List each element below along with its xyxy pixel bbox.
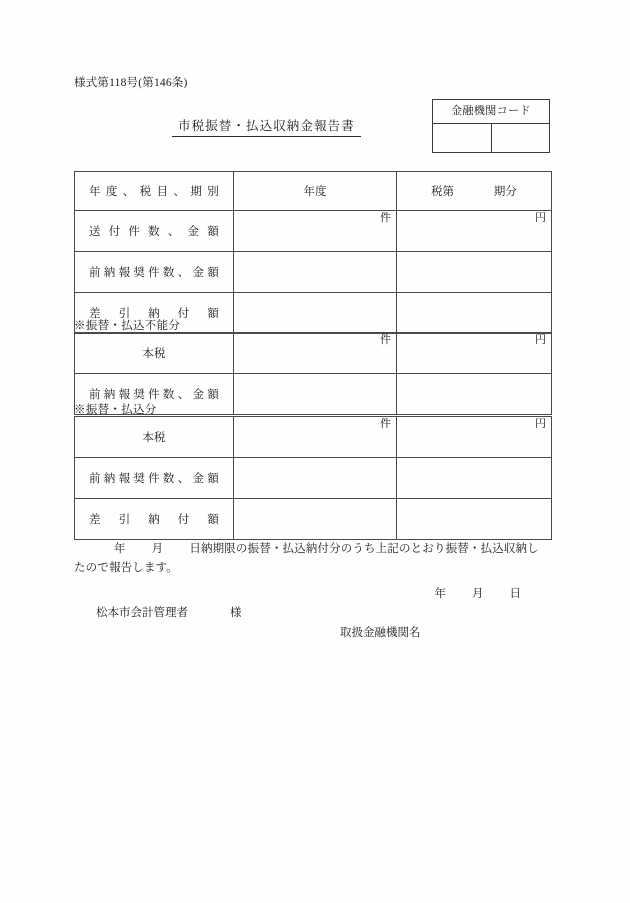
section-caption-paid: ※振替・払込分 <box>74 404 157 416</box>
addressee-honorific: 様 <box>230 607 242 619</box>
unit-ken-icon: 件 <box>380 212 391 224</box>
unit-ken-icon: 件 <box>380 334 391 346</box>
table-row <box>75 417 552 458</box>
cell-unpayable-prepay-count[interactable] <box>234 374 397 415</box>
label-tax-number-prefix: 税第 <box>431 186 455 198</box>
table-row <box>75 333 552 374</box>
form-number: 様式第118号(第146条) <box>74 77 188 89</box>
cell-label-sent-count-amount <box>75 211 234 252</box>
cell-paid-principal-amount[interactable] <box>397 417 552 458</box>
cell-prepay-reward-count[interactable] <box>234 252 397 293</box>
table-row-header <box>75 172 552 211</box>
institution-code-cells <box>433 124 549 152</box>
unit-yen-icon: 円 <box>535 334 546 346</box>
table-row <box>75 252 552 293</box>
cell-paid-prepay-amount[interactable] <box>397 458 552 499</box>
label-paid-principal-tax: 本 税 <box>142 432 166 444</box>
statement-year-mark: 年 <box>114 543 126 555</box>
table-row <box>75 499 552 540</box>
cell-sent-amount[interactable] <box>397 211 552 252</box>
cell-label-paid-principal <box>75 417 234 458</box>
cell-main-header-period[interactable] <box>397 172 552 211</box>
label-net-payment-amount: 差 引 納 付 額 <box>89 308 219 320</box>
cell-sent-count[interactable] <box>234 211 397 252</box>
unit-yen-icon: 円 <box>535 212 546 224</box>
date-month-mark: 月 <box>472 588 484 600</box>
cell-net-payment-count[interactable] <box>234 293 397 334</box>
label-period-suffix: 期分 <box>493 186 517 198</box>
table-main <box>74 171 552 334</box>
cell-unpayable-prepay-amount[interactable] <box>397 374 552 415</box>
date-day-mark: 日 <box>509 588 521 600</box>
institution-code-box <box>432 99 550 153</box>
cell-unpayable-principal-amount[interactable] <box>397 333 552 374</box>
cell-label-paid-prepay-reward <box>75 458 234 499</box>
section-caption-unpayable: ※振替・払込不能分 <box>74 320 181 332</box>
addressee-name: 松本市会計管理者 <box>96 607 188 619</box>
statement-month-mark: 月 <box>151 543 164 555</box>
institution-code-label: 金融機関コード <box>433 100 549 124</box>
statement-body-second-line: たので報告します。 <box>74 562 178 574</box>
cell-main-header-year[interactable] <box>234 172 397 211</box>
institution-code-cell-right[interactable] <box>492 124 549 152</box>
statement-paragraph <box>74 540 551 578</box>
label-paid-net-payment: 差 引 納 付 額 <box>89 514 219 526</box>
addressee-line <box>96 604 242 620</box>
label-prepay-reward-count-amount: 前 納 報 奨 件 数 、 金 額 <box>89 267 219 279</box>
page-title: 市税振替・払込収納金報告書 <box>172 116 361 137</box>
cell-label-prepay-reward <box>75 252 234 293</box>
cell-paid-net-count[interactable] <box>234 499 397 540</box>
cell-label-paid-net-payment <box>75 499 234 540</box>
table-row <box>75 458 552 499</box>
table-row <box>75 211 552 252</box>
table-paid <box>74 416 552 540</box>
label-sent-count-amount: 送 付 件 数 、 金 額 <box>89 226 219 238</box>
cell-prepay-reward-amount[interactable] <box>397 252 552 293</box>
cell-paid-principal-count[interactable] <box>234 417 397 458</box>
label-paid-prepay-reward: 前 納 報 奨 件 数 、 金 額 <box>89 473 219 485</box>
date-line[interactable] <box>74 585 551 601</box>
statement-body: 日納期限の振替・払込納付分のうち上記のとおり振替・払込収納し <box>189 543 539 555</box>
cell-paid-prepay-count[interactable] <box>234 458 397 499</box>
cell-paid-net-amount[interactable] <box>397 499 552 540</box>
date-year-mark: 年 <box>434 588 446 600</box>
institution-code-cell-left[interactable] <box>433 124 492 152</box>
cell-label-unpayable-principal <box>75 333 234 374</box>
label-fiscal-year: 年度 <box>303 186 327 198</box>
label-unpayable-principal-tax: 本 税 <box>142 348 166 360</box>
cell-main-header-label <box>75 172 234 211</box>
label-year-taxitem-period: 年 度 、 税 目 、 期 別 <box>89 186 219 198</box>
handling-bank-name-label: 取扱金融機関名 <box>340 627 421 639</box>
unit-yen-icon: 円 <box>535 418 546 430</box>
cell-net-payment-amount[interactable] <box>397 293 552 334</box>
label-unpayable-prepay-reward: 前 納 報 奨 件 数 、 金 額 <box>89 389 219 401</box>
cell-unpayable-principal-count[interactable] <box>234 333 397 374</box>
unit-ken-icon: 件 <box>380 418 391 430</box>
